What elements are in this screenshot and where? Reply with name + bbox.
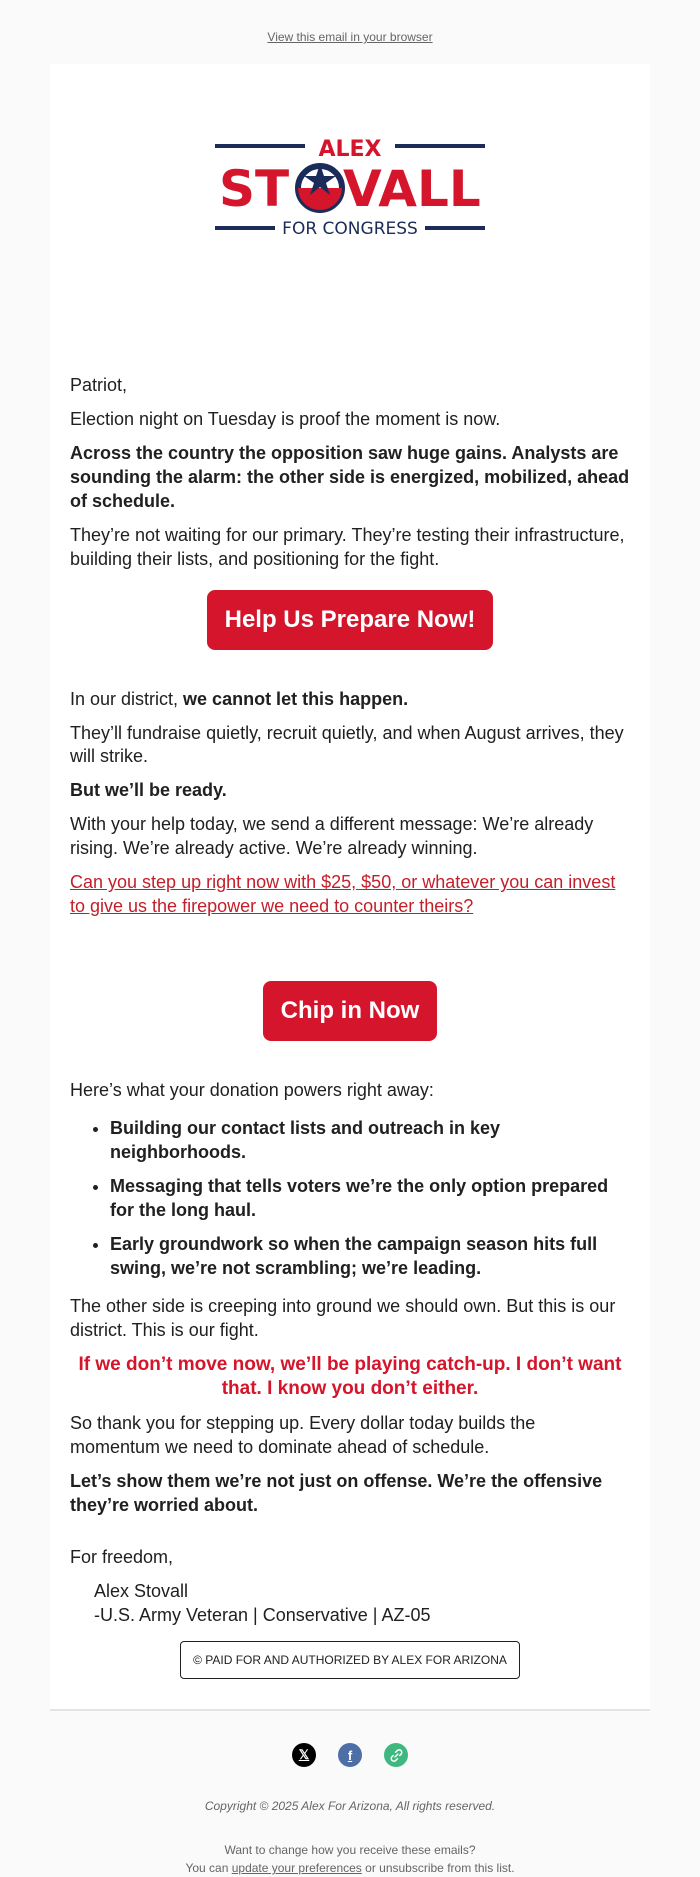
paragraph-2: Across the country the opposition saw huge gains. Analysts are sounding the alarm: the other side is energized, mobilized, ahead of schedule. [70,442,630,511]
logo-for-congress: FOR CONGRESS [282,219,418,236]
paragraph-7: With your help today, we send a different message: We’re already rising. We’re already active. We’re already winning. [70,814,594,859]
footer [50,1709,650,1877]
help-us-prepare-button[interactable]: Help Us Prepare Now! [207,590,494,650]
list-item: • Building our contact lists and outreach in key neighborhoods. [110,1117,630,1165]
paragraph-4 [70,688,630,712]
logo-st: ST [219,160,290,218]
paragraph-5: They’ll fundraise quietly, recruit quietly, and when August arrives, they will strike. [70,722,624,767]
social-links [50,1743,650,1767]
update-preferences-link[interactable]: update your preferences [231,1861,362,1876]
list-item: • Early groundwork so when the campaign season hits full swing, we’re not scrambling; we’re leading. [110,1233,630,1281]
paragraph-10: The other side is creeping into ground we should own. But this is our district. This is our fight. [70,1295,616,1340]
logo [50,64,650,374]
paragraph-12: Let’s show them we’re not just on offense. We’re the offensive they’re worried about. [70,1470,603,1515]
list-item: • Messaging that tells voters we’re the only option prepared for the long haul. [110,1175,630,1223]
copyright: Copyright © 2025 Alex For Arizona, All rights reserved. [204,1799,496,1814]
link-icon[interactable] [384,1743,408,1767]
signature-title: -U.S. Army Veteran | Conservative | AZ-05 [94,1604,431,1625]
paragraph-11: So thank you for stepping up. Every dollar today builds the momentum we need to dominate ahead of schedule. [70,1412,536,1457]
preferences-text [50,1841,650,1877]
paragraph-4-bold: we cannot let this happen. [183,688,409,709]
paragraph-3: They’re not waiting for our primary. They’re testing their infrastructure, building their lists, and positioning for the fight. [70,524,625,569]
email-card [50,64,650,1709]
logo-vall: VALL [343,160,481,218]
red-statement: If we don’t move now, we’ll be playing catch-up. I don’t want that. I know you don’t either. [78,1353,622,1400]
pref-text-b: or unsubscribe from this list. [361,1861,515,1876]
chip-in-now-button[interactable]: Chip in Now [263,981,438,1041]
donate-amount-link[interactable]: Can you step up right now with $25, $50, or whatever you can invest to give us the firepower we need to counter theirs? [70,872,616,917]
pref-line-2 [50,1859,650,1877]
greeting: Patriot, [70,375,128,395]
pref-text-a: You can [185,1861,232,1876]
pref-line-1: Want to change how you receive these emails? [224,1843,476,1858]
paragraph-9: Here’s what your donation powers right away: [70,1080,434,1101]
paid-for-disclaimer: © PAID FOR AND AUTHORIZED BY ALEX FOR ARIZONA [180,1641,520,1679]
campaign-logo-icon [215,136,485,236]
paragraph-4-normal: In our district, [70,688,184,709]
preheader [0,0,700,64]
facebook-icon[interactable]: f [338,1743,362,1767]
logo-alex: ALEX [318,137,382,162]
star-o-icon [298,164,342,210]
donation-powers-list [110,1117,630,1281]
view-in-browser-link[interactable]: View this email in your browser [267,30,433,44]
signature-name: Alex Stovall [94,1580,189,1601]
paragraph-8 [70,871,630,919]
paragraph-6: But we’ll be ready. [70,780,227,801]
paragraph-1: Election night on Tuesday is proof the moment is now. [70,408,501,429]
closing: For freedom, [70,1546,174,1567]
signature [70,1580,630,1628]
email-body [50,374,650,1679]
x-icon[interactable]: 𝕏 [292,1743,316,1767]
